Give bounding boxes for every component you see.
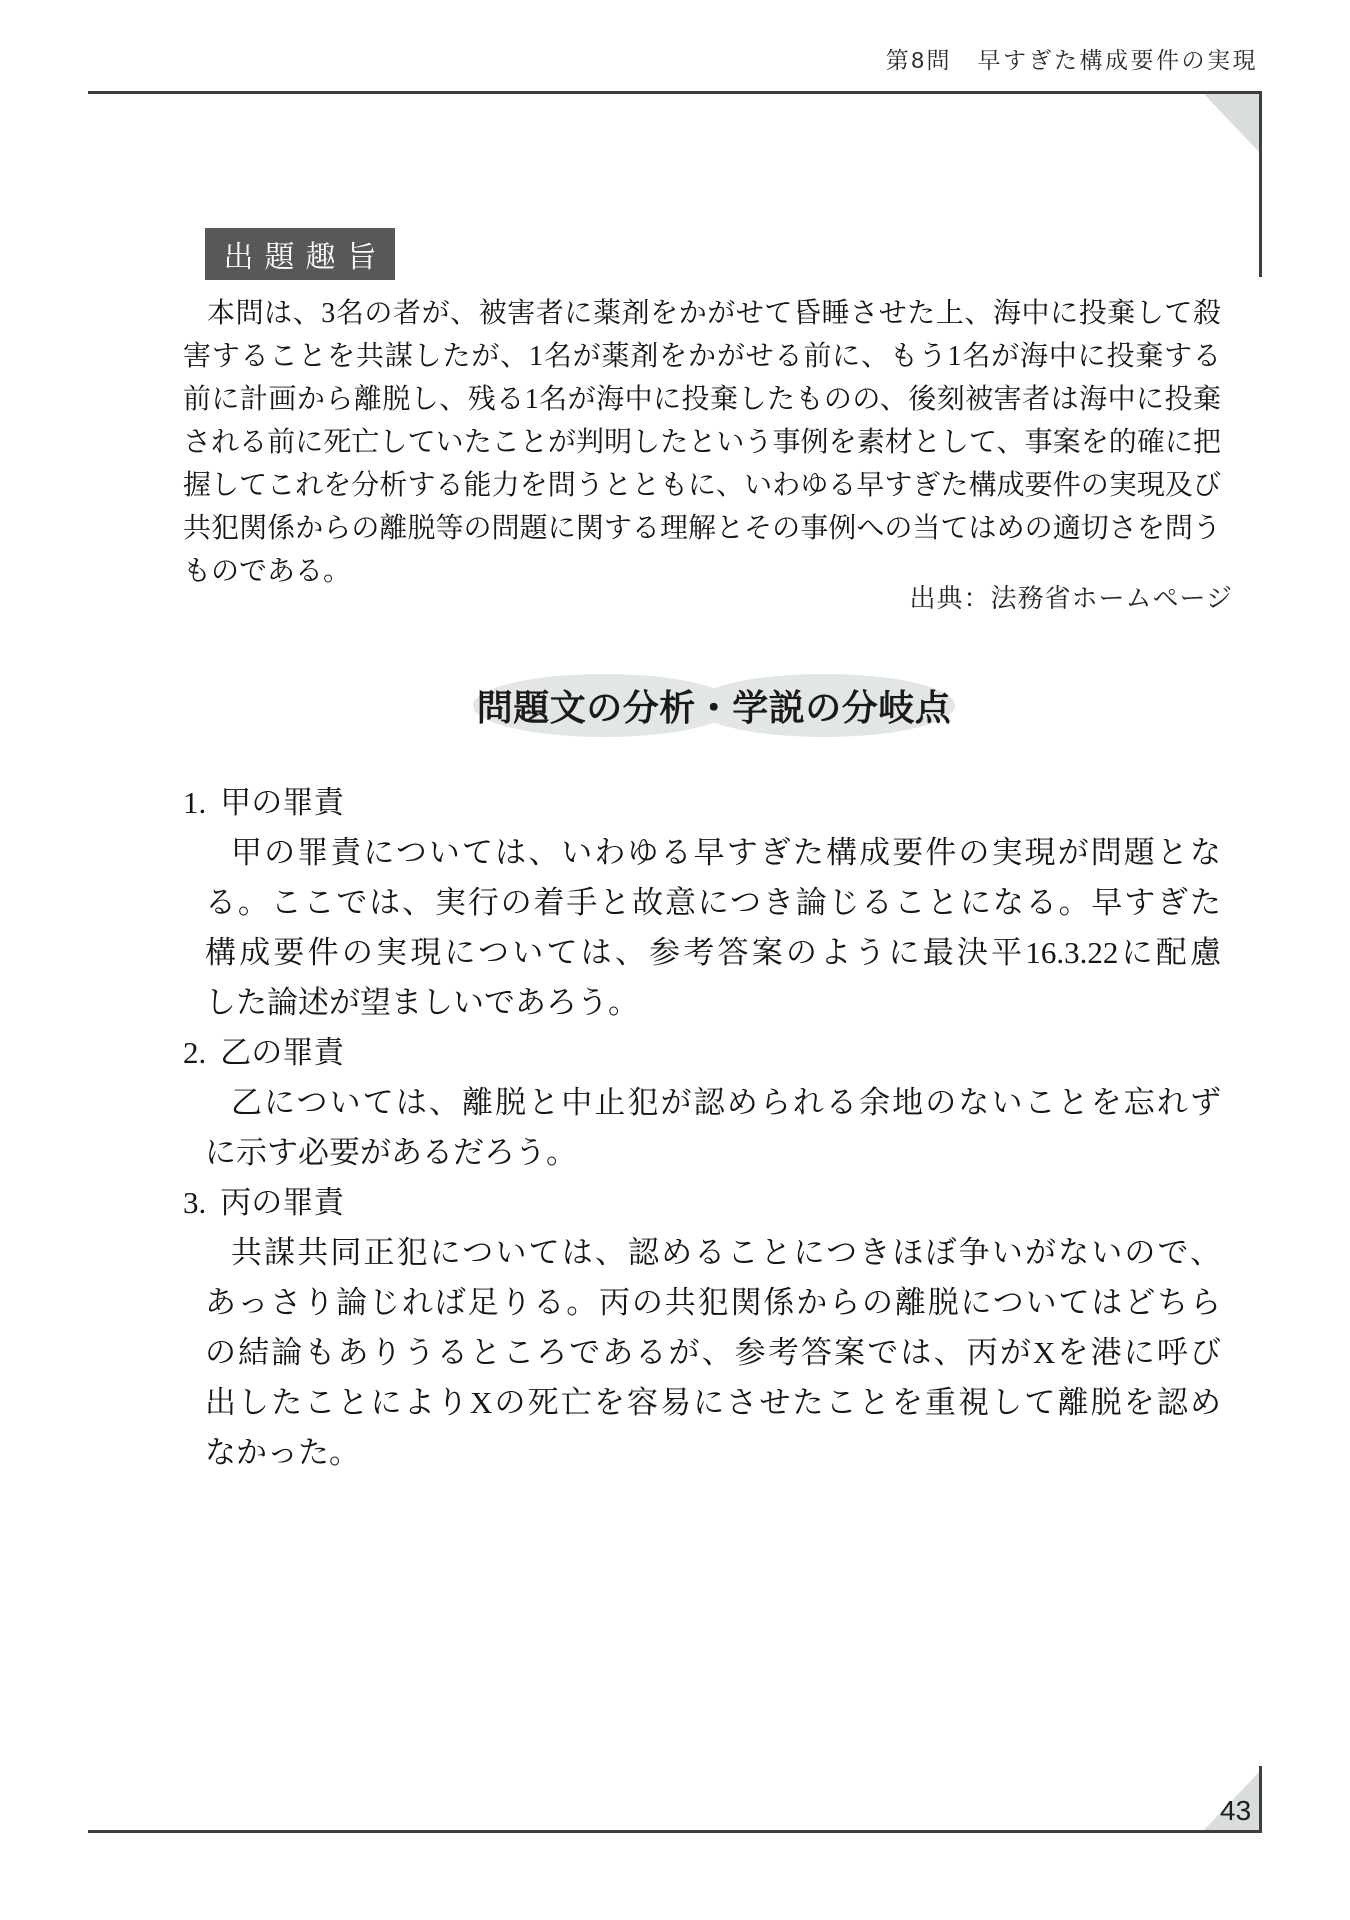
section-line: 構成要件の実現については、参考答案のように最決平16.3.22に配慮 bbox=[205, 935, 1221, 970]
source-attribution: 出典：法務省ホームページ bbox=[909, 583, 1233, 613]
bottom-right-rule bbox=[1259, 1766, 1262, 1833]
section-line: 甲の罪責については、いわゆる早すぎた構成要件の実現が問題とな bbox=[231, 835, 1221, 870]
section-heading bbox=[183, 1178, 1221, 1228]
paragraph-line: 共犯関係からの離脱等の問題に関する理解とその事例への当てはめの適切さを問う bbox=[183, 513, 1221, 544]
paragraph-line: 本問は、3名の者が、被害者に薬剤をかがせて昏睡させた上、海中に投棄して殺 bbox=[207, 298, 1221, 329]
section-line: なかった。 bbox=[205, 1435, 360, 1470]
running-head: 第8問 早すぎた構成要件の実現 bbox=[885, 47, 1258, 73]
section-line: 出したことによりXの死亡を容易にさせたことを重視して離脱を認め bbox=[205, 1385, 1221, 1420]
paragraph-line: 害することを共謀したが、1名が薬剤をかがせる前に、もう1名が海中に投棄する bbox=[183, 341, 1221, 372]
section-line: した論述が望ましいであろう。 bbox=[205, 985, 639, 1020]
paragraph-line: 握してこれを分析する能力を問うとともに、いわゆる早すぎた構成要件の実現及び bbox=[183, 470, 1221, 501]
analysis-badge-label: 問題文の分析・学説の分岐点 bbox=[476, 687, 952, 728]
analysis-badge bbox=[473, 674, 955, 737]
section-number: 1. bbox=[183, 785, 207, 820]
section-line: る。ここでは、実行の着手と故意につき論じることになる。早すぎた bbox=[205, 885, 1221, 920]
section-line: に示す必要があるだろう。 bbox=[205, 1135, 577, 1170]
section-line: 共謀共同正犯については、認めることにつきほぼ争いがないので、 bbox=[231, 1235, 1221, 1270]
section-line: 乙については、離脱と中止犯が認められる余地のないことを忘れず bbox=[231, 1085, 1221, 1120]
section-line: あっさり論じれば足りる。丙の共犯関係からの離脱についてはどちら bbox=[205, 1285, 1221, 1320]
section-title: 丙の罪責 bbox=[220, 1185, 345, 1220]
section-heading bbox=[183, 1028, 1221, 1078]
paragraph-line: ものである。 bbox=[183, 556, 352, 587]
corner-triangle-top-icon bbox=[1204, 94, 1259, 152]
section-number: 2. bbox=[183, 1035, 207, 1070]
paragraph-line: される前に死亡していたことが判明したという事例を素材として、事案を的確に把 bbox=[183, 427, 1221, 458]
analysis-sections bbox=[183, 778, 1221, 1478]
section-heading bbox=[183, 778, 1221, 828]
section-title: 乙の罪責 bbox=[220, 1035, 345, 1070]
section-title: 甲の罪責 bbox=[220, 785, 345, 820]
page-number: 43 bbox=[1220, 1795, 1252, 1826]
bottom-rule bbox=[88, 1830, 1262, 1833]
top-right-rule bbox=[1259, 91, 1262, 277]
section-number: 3. bbox=[183, 1185, 207, 1220]
top-rule bbox=[88, 91, 1262, 94]
paragraph-line: 前に計画から離脱し、残る1名が海中に投棄したものの、後刻被害者は海中に投棄 bbox=[183, 384, 1221, 415]
purpose-heading-box: 出題趣旨 bbox=[205, 228, 395, 280]
section-line: の結論もありうるところであるが、参考答案では、丙がXを港に呼び bbox=[205, 1335, 1221, 1370]
purpose-paragraph bbox=[183, 292, 1221, 593]
